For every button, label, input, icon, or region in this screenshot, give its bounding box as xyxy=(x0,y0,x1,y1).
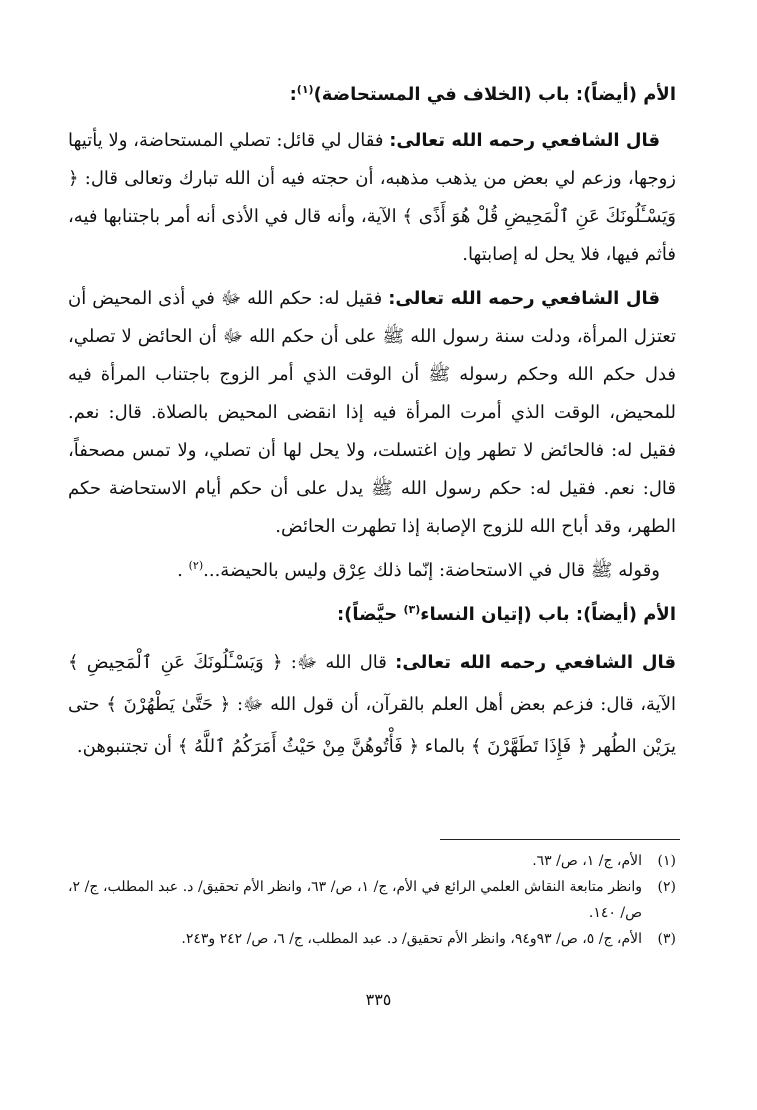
paragraph-text: فقال لي قائل: تصلي المستحاضة، ولا يأتيها زوجها، وزعم لي بعض من يذهب مذهبه، أن حجته فيه أن الله تبارك وتعالى قال: ﴿ وَيَسْـَٔلُونَكَ عَنِ ٱلْمَحِيضِ قُلْ هُوَ أَذًى ﴾ الآية، وأنه قال في الأذى أنه أمر باجتنابها فيه، فأثم فيها، فلا يحل له إصابتها. xyxy=(68,130,676,265)
paragraph xyxy=(68,642,676,768)
footnote-ref: (٢) xyxy=(188,559,204,572)
paragraph-text: وقوله ﷺ قال في الاستحاضة: إنّما ذلك عِرْق وليس بالحيضة... xyxy=(203,560,660,581)
footnote xyxy=(68,926,676,952)
footnote-ref: (٣) xyxy=(403,603,421,616)
heading-text: الأم (أيضاً): باب (إتيان النساء xyxy=(420,604,676,625)
paragraph-text: فقيل له: حكم الله ﷻ في أذى المحيض أن تعتزل المرأة، ودلت سنة رسول الله ﷺ على أن حكم الله ﷻ أن الحائض لا تصلي، فدل حكم الله وحكم رسوله ﷺ أن الوقت الذي أمر الزوج باجتناب المرأة فيه للمحيض، الوقت الذي أمرت المرأة فيه إذا انقضى المحيض بالصلاة. قال: نعم. فقيل له: فالحائض لا تطهر وإن اغتسلت، ولا يحل لها أن تصلي، ولا تمس مصحفاً، قال: نعم. فقيل له: حكم رسول الله ﷺ يدل على أن حكم أيام الاستحاضة حكم الطهر، وقد أباح الله للزوج الإصابة إذا تطهرت الحائض. xyxy=(68,288,676,537)
footnote xyxy=(68,874,676,926)
paragraph-end: . xyxy=(177,560,183,581)
paragraph xyxy=(68,122,676,274)
footnote-number: (٢) xyxy=(657,879,676,895)
page-number: ٣٣٥ xyxy=(365,990,392,1009)
paragraph xyxy=(68,552,676,590)
heading-rest: حيَّضاً): xyxy=(336,604,398,625)
paragraph xyxy=(68,280,676,546)
footnote-number: (١) xyxy=(657,853,676,869)
heading-end: : xyxy=(289,84,297,105)
footnote-text: الأم، ج/ ٥، ص/ ٩٣و٩٤، وانظر الأم تحقيق/ د. عبد المطلب، ج/ ٦، ص/ ٢٤٢ و٢٤٣. xyxy=(181,931,642,947)
footnote-text: وانظر متابعة النقاش العلمي الرائع في الأم، ج/ ١، ص/ ٦٣، وانظر الأم تحقيق/ د. عبد المطلب، ج/ ٢، ص/ ١٤٠. xyxy=(68,879,642,921)
footnote-separator xyxy=(440,839,680,840)
section-heading-1 xyxy=(68,80,676,110)
heading-text: الأم (أيضاً): باب (الخلاف في المستحاضة) xyxy=(313,84,676,105)
footnote xyxy=(68,848,676,874)
footnote-text: الأم، ج/ ١، ص/ ٦٣. xyxy=(532,853,642,869)
page-body xyxy=(68,80,676,774)
paragraph-text: قال الله ﷻ: ﴿ وَيَسْـَٔلُونَكَ عَنِ ٱلْمَحِيضِ ﴾ الآية، قال: فزعم بعض أهل العلم بالقرآن، أن قول الله ﷻ: ﴿ حَتَّىٰ يَطْهُرْنَ ﴾ حتى يرَيْن الطُهر ﴿ فَإِذَا تَطَهَّرْنَ ﴾ بالماء ﴿ فَأْتُوهُنَّ مِنْ حَيْثُ أَمَرَكُمُ ٱللَّهُ ﴾ أن تجتنبوهن. xyxy=(68,652,676,757)
footnote-ref: (١) xyxy=(296,83,314,96)
speaker-lead: قال الشافعي رحمه الله تعالى: xyxy=(389,130,661,151)
section-heading-2 xyxy=(68,600,676,630)
footnote-number: (٣) xyxy=(657,931,676,947)
speaker-lead: قال الشافعي رحمه الله تعالى: xyxy=(388,288,660,309)
footnotes xyxy=(68,848,676,952)
speaker-lead: قال الشافعي رحمه الله تعالى: xyxy=(395,652,676,673)
